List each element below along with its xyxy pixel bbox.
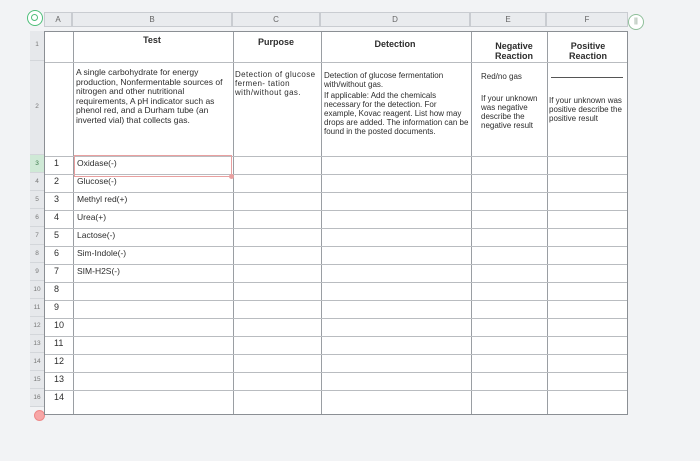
cell-detection-line1[interactable]: Detection of glucose fermentation with/without gas. (324, 71, 444, 89)
test-number[interactable]: 4 (54, 212, 60, 222)
grid-line (73, 32, 74, 414)
column-options-handle[interactable]: || (628, 14, 644, 30)
row-header-6[interactable]: 6 (30, 209, 44, 227)
row-header-1[interactable]: 1 (30, 31, 44, 61)
column-header-d[interactable]: D (320, 12, 470, 27)
column-header-c[interactable]: C (232, 12, 320, 27)
test-number[interactable]: 5 (54, 230, 60, 240)
test-number[interactable]: 2 (54, 176, 60, 186)
grid-line (45, 62, 627, 63)
row-header-12[interactable]: 12 (30, 317, 44, 335)
row-header-5[interactable]: 5 (30, 191, 44, 209)
row-header-9[interactable]: 9 (30, 263, 44, 281)
test-number[interactable]: 10 (54, 320, 65, 330)
test-number[interactable]: 3 (54, 194, 60, 204)
row-header-10[interactable]: 10 (30, 281, 44, 299)
test-number[interactable]: 7 (54, 266, 60, 276)
select-all-button[interactable] (27, 10, 43, 26)
row-header-11[interactable]: 11 (30, 299, 44, 317)
test-number[interactable]: 1 (54, 158, 60, 168)
row-header-8[interactable]: 8 (30, 245, 44, 263)
cell-negative-describe[interactable]: If your unknown was negative describe the negative result (481, 94, 538, 130)
grid-line (45, 318, 627, 319)
selected-cell-outline (74, 155, 232, 177)
row-header-15[interactable]: 15 (30, 371, 44, 389)
test-name[interactable]: SIM-H2S(-) (77, 266, 120, 276)
grid-line (547, 32, 548, 414)
test-name[interactable]: Methyl red(+) (77, 194, 128, 204)
test-name[interactable]: Urea(+) (77, 212, 107, 222)
row-header-4[interactable]: 4 (30, 173, 44, 191)
grid-line (45, 372, 627, 373)
grid-line (45, 300, 627, 301)
row-header-2[interactable]: 2 (30, 61, 44, 155)
grid-line (45, 210, 627, 211)
grid-line (471, 32, 472, 414)
test-name[interactable]: Oxidase(-) (77, 158, 117, 168)
grid-line (233, 32, 234, 414)
header-positive-reaction[interactable]: Positive Reaction (568, 41, 607, 61)
grid-line (45, 264, 627, 265)
grid-line (45, 354, 627, 355)
test-number[interactable]: 12 (54, 356, 65, 366)
header-negative-reaction[interactable]: Negative Reaction (494, 41, 533, 61)
cell-detection-line2[interactable]: If applicable: Add the chemicals necessary for the detection. For example, Kovac reagent. List how may drops are added. The information can be found in the posted documents. (324, 91, 469, 136)
cell-negative-result[interactable]: Red/no gas (481, 72, 522, 81)
test-name[interactable]: Glucose(-) (77, 176, 117, 186)
test-name[interactable]: Lactose(-) (77, 230, 116, 240)
row-header-3[interactable]: 3 (30, 155, 44, 173)
test-number[interactable]: 9 (54, 302, 60, 312)
test-number[interactable]: 6 (54, 248, 60, 258)
grid-line (45, 246, 627, 247)
test-number[interactable]: 8 (54, 284, 60, 294)
grid-line (45, 192, 627, 193)
grid-line (45, 336, 627, 337)
grid-line (45, 282, 627, 283)
grid-line (45, 390, 627, 391)
header-test[interactable]: Test (143, 35, 161, 45)
column-header-f[interactable]: F (546, 12, 628, 27)
row-header-14[interactable]: 14 (30, 353, 44, 371)
column-header-a[interactable]: A (44, 12, 72, 27)
grid-line (45, 228, 627, 229)
header-purpose[interactable]: Purpose (257, 37, 294, 47)
test-number[interactable]: 11 (54, 338, 64, 348)
cell-positive-describe[interactable]: If your unknown was positive describe the positive result (549, 96, 622, 123)
cell-purpose[interactable]: Detection of glucose fermen- tation with/without gas. (235, 70, 316, 97)
grid-line (321, 32, 322, 414)
row-header-13[interactable]: 13 (30, 335, 44, 353)
test-number[interactable]: 13 (54, 374, 65, 384)
test-number[interactable]: 14 (54, 392, 65, 402)
test-name[interactable]: Sim-Indole(-) (77, 248, 127, 258)
column-header-e[interactable]: E (470, 12, 546, 27)
column-header-b[interactable]: B (72, 12, 232, 27)
row-header-16[interactable]: 16 (30, 389, 44, 407)
fill-handle[interactable] (229, 174, 234, 179)
cell-divider (551, 77, 623, 78)
header-detection[interactable]: Detection (374, 39, 416, 49)
cell-test-description[interactable]: A single carbohydrate for energy production, Nonfermentable sources of nitrogen and other nutritional requirements, A pH indicator such as phenol red, and a Durham tube (an inverted vial) that collects gas. (76, 67, 223, 125)
row-header-7[interactable]: 7 (30, 227, 44, 245)
